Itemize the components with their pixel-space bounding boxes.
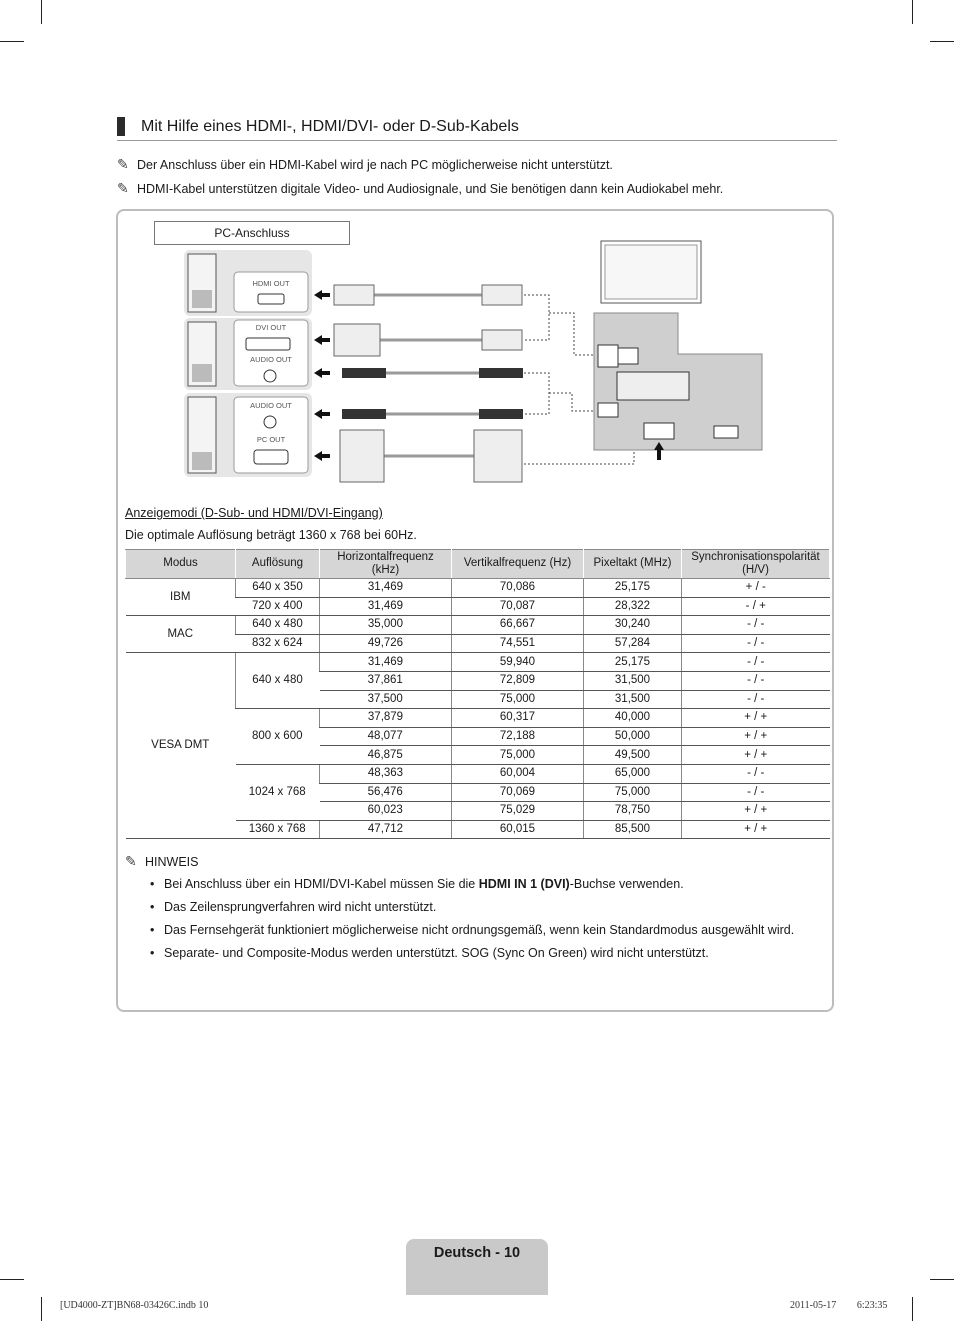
table-row [126, 653, 830, 672]
value-cell: 78,750 [584, 802, 682, 821]
page-number: 10 [503, 1245, 521, 1261]
vga-connector [340, 430, 384, 482]
value-cell: 35,000 [320, 616, 452, 635]
value-cell: + / - [682, 579, 830, 598]
mode-cell: VESA DMT [126, 653, 236, 839]
value-cell: - / + [682, 597, 830, 616]
resolution-cell: 640 x 480 [236, 653, 320, 709]
value-cell: 65,000 [584, 764, 682, 783]
footer-file: [UD4000-ZT]BN68-03426C.indb 10 [60, 1300, 209, 1311]
value-cell: 57,284 [584, 634, 682, 653]
value-cell: 25,175 [584, 653, 682, 672]
hdmi-out-label: HDMI OUT [252, 279, 290, 288]
pc-connection-label: PC-Anschluss [154, 221, 350, 245]
value-cell: 37,861 [320, 671, 452, 690]
list-item-text: Separate- und Composite-Modus werden unterstützt. SOG (Sync On Green) wird nicht unterstützt. [164, 946, 709, 960]
value-cell: 85,500 [584, 820, 682, 839]
value-cell: - / - [682, 690, 830, 709]
list-item [150, 923, 810, 938]
value-cell: 30,240 [584, 616, 682, 635]
value-cell: + / + [682, 746, 830, 765]
list-item-text: Das Fernsehgerät funktioniert möglicherweise nicht ordnungsgemäß, wenn kein Standardmodus ausgewählt wird. [164, 923, 795, 937]
audio-in-port-icon [598, 403, 618, 417]
crop-mark [930, 1279, 954, 1280]
column-header: Pixeltakt (MHz) [584, 550, 682, 579]
column-header: Synchronisationspolarität (H/V) [682, 550, 830, 579]
value-cell: + / + [682, 727, 830, 746]
footer-timestamp: 2011-05-17 ￿￿ 6:23:35 [790, 1300, 888, 1311]
resolution-cell: 640 x 480 [236, 616, 320, 635]
section-heading [117, 117, 519, 136]
value-cell: 60,015 [452, 820, 584, 839]
value-cell: 48,077 [320, 727, 452, 746]
audio-plug [479, 368, 523, 378]
arrow-left-icon [314, 290, 330, 461]
display-modes-table [125, 549, 830, 839]
port-box [234, 272, 308, 312]
hdmi-port-icon [258, 294, 284, 304]
list-item-emphasis: HDMI IN 1 (DVI) [478, 877, 570, 891]
resolution-cell: 1360 x 768 [236, 820, 320, 839]
note-item [117, 156, 613, 173]
value-cell: 31,469 [320, 653, 452, 672]
table-body [126, 579, 830, 839]
list-item [150, 900, 810, 915]
list-item-text: -Buchse verwenden. [569, 877, 684, 891]
page-language-label: Deutsch - [433, 1245, 504, 1261]
vga-port-icon [254, 450, 288, 464]
section-marker [117, 117, 125, 136]
value-cell: 37,500 [320, 690, 452, 709]
hdmi-connector [482, 330, 522, 350]
page-number-tab [406, 1239, 548, 1295]
mode-cell: MAC [126, 616, 236, 653]
value-cell: 40,000 [584, 709, 682, 728]
value-cell: - / - [682, 616, 830, 635]
table-row [126, 579, 830, 598]
mode-cell: IBM [126, 579, 236, 616]
value-cell: 37,879 [320, 709, 452, 728]
note-item [117, 180, 723, 197]
value-cell: 60,023 [320, 802, 452, 821]
column-header: Vertikalfrequenz (Hz) [452, 550, 584, 579]
hdmi-connector [482, 285, 522, 305]
vga-connector [474, 430, 522, 482]
value-cell: 56,476 [320, 783, 452, 802]
value-cell: 31,469 [320, 579, 452, 598]
resolution-cell: 720 x 400 [236, 597, 320, 616]
crop-mark [930, 41, 954, 42]
value-cell: 59,940 [452, 653, 584, 672]
value-cell: 66,667 [452, 616, 584, 635]
pc-out-label: PC OUT [256, 435, 286, 444]
audio-plug [342, 409, 386, 419]
value-cell: 49,500 [584, 746, 682, 765]
value-cell: 48,363 [320, 764, 452, 783]
value-cell: 75,000 [584, 783, 682, 802]
value-cell: - / - [682, 671, 830, 690]
value-cell: 60,317 [452, 709, 584, 728]
value-cell: 46,875 [320, 746, 452, 765]
resolution-cell: 800 x 600 [236, 709, 320, 765]
display-modes-title: Anzeigemodi (D-Sub- und HDMI/DVI-Eingang) [125, 506, 383, 520]
list-item [150, 877, 810, 892]
crop-mark [0, 1279, 24, 1280]
hinweis-list [150, 877, 810, 969]
column-header: Auflösung [236, 550, 320, 579]
hdmi-in-port-icon [598, 345, 618, 367]
hdmi-connector [334, 285, 374, 305]
resolution-cell: 1024 x 768 [236, 764, 320, 820]
pencil-icon: ✎ [117, 180, 129, 196]
audio-plug [479, 409, 523, 419]
audio-plug [342, 368, 386, 378]
table-header-row [126, 550, 830, 579]
value-cell: - / - [682, 783, 830, 802]
value-cell: 70,087 [452, 597, 584, 616]
value-cell: 28,322 [584, 597, 682, 616]
note-text: Der Anschluss über ein HDMI-Kabel wird je nach PC möglicherweise nicht unterstützt. [137, 157, 613, 172]
list-item-text: Das Zeilensprungverfahren wird nicht unterstützt. [164, 900, 437, 914]
pc-in-port-icon [644, 423, 674, 439]
value-cell: + / + [682, 820, 830, 839]
value-cell: 70,086 [452, 579, 584, 598]
pencil-icon: ✎ [125, 853, 137, 869]
crop-mark [912, 1297, 913, 1321]
pencil-icon: ✎ [117, 156, 129, 172]
display-modes-subtitle: Die optimale Auflösung beträgt 1360 x 768 bei 60Hz. [125, 528, 417, 542]
value-cell: 50,000 [584, 727, 682, 746]
value-cell: - / - [682, 764, 830, 783]
tv-port-block [617, 372, 689, 400]
crop-mark [41, 1297, 42, 1321]
resolution-cell: 832 x 624 [236, 634, 320, 653]
value-cell: 74,551 [452, 634, 584, 653]
value-cell: 75,029 [452, 802, 584, 821]
crop-mark [41, 0, 42, 24]
value-cell: 60,004 [452, 764, 584, 783]
value-cell: 31,500 [584, 671, 682, 690]
ant-in-port-icon [714, 426, 738, 438]
crop-mark [912, 0, 913, 24]
value-cell: + / + [682, 802, 830, 821]
resolution-cell: 640 x 350 [236, 579, 320, 598]
audio-out-label: AUDIO OUT [250, 355, 292, 364]
column-header: Horizontalfrequenz (kHz) [320, 550, 452, 579]
section-divider [117, 140, 837, 141]
note-text: HDMI-Kabel unterstützen digitale Video- und Audiosignale, und Sie benötigen dann kein Audiokabel mehr. [137, 181, 724, 196]
crop-mark [0, 41, 24, 42]
list-item-text: Bei Anschluss über ein HDMI/DVI-Kabel müssen Sie die [164, 877, 479, 891]
value-cell: - / - [682, 634, 830, 653]
value-cell: 47,712 [320, 820, 452, 839]
value-cell: + / + [682, 709, 830, 728]
value-cell: 49,726 [320, 634, 452, 653]
value-cell: 75,000 [452, 746, 584, 765]
column-header: Modus [126, 550, 236, 579]
value-cell: 72,188 [452, 727, 584, 746]
list-item [150, 946, 810, 961]
hinweis-heading [125, 853, 198, 870]
value-cell: 75,000 [452, 690, 584, 709]
value-cell: 31,500 [584, 690, 682, 709]
hinweis-label: HINWEIS [145, 854, 199, 869]
value-cell: 25,175 [584, 579, 682, 598]
value-cell: 72,809 [452, 671, 584, 690]
audio-port-icon [264, 370, 276, 382]
section-title: Mit Hilfe eines HDMI-, HDMI/DVI- oder D-Sub-Kabels [141, 117, 519, 135]
audio-out-label: AUDIO OUT [250, 401, 292, 410]
value-cell: 31,469 [320, 597, 452, 616]
audio-port-icon [264, 416, 276, 428]
value-cell: 70,069 [452, 783, 584, 802]
table-row [126, 616, 830, 635]
dvi-out-label: DVI OUT [255, 323, 287, 332]
value-cell: - / - [682, 653, 830, 672]
dvi-connector [334, 324, 380, 356]
dvi-port-icon [246, 338, 290, 350]
connection-diagram [154, 218, 764, 483]
